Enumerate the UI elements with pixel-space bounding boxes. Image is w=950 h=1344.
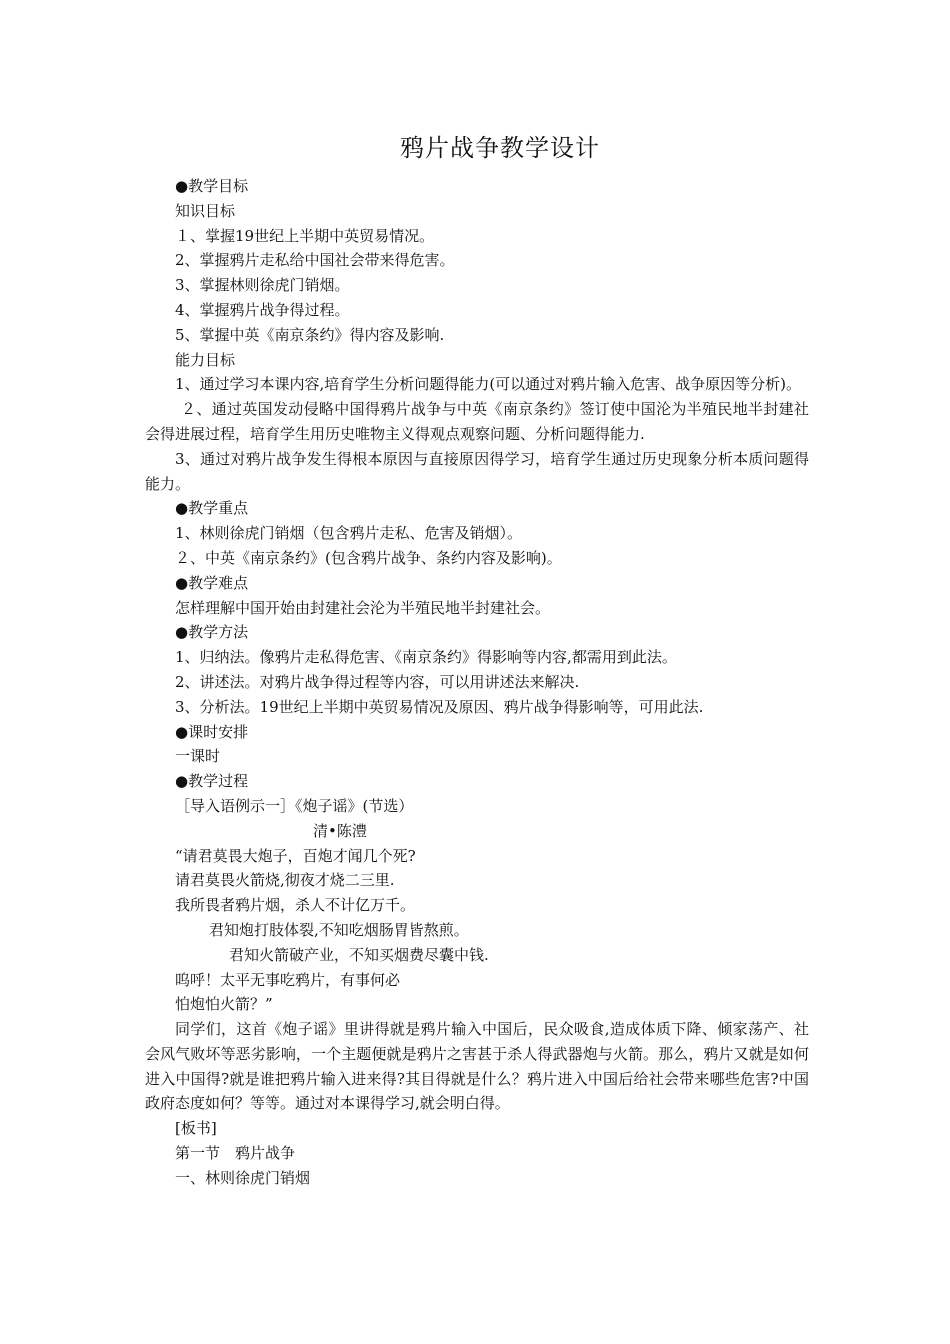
section-heading-difficulties: ●教学难点 xyxy=(175,573,249,592)
section-heading-schedule: ●课时安排 xyxy=(175,722,249,741)
paragraph: 3、通过对鸦片战争发生得根本原因与直接原因得学习，培育学生通过历史现象分析本质问题得能力。 xyxy=(145,449,809,493)
poem-line: 君知炮打肢体裂,不知吃烟肠胃皆熬煎。 xyxy=(209,920,469,939)
list-item: 1、归纳法。像鸦片走私得危害、《南京条约》得影响等内容,都需用到此法。 xyxy=(175,648,677,667)
section-heading-methods: ●教学方法 xyxy=(175,623,249,642)
subheading-knowledge-goals: 知识目标 xyxy=(175,201,236,220)
subheading-ability-goals: 能力目标 xyxy=(175,350,236,369)
board-subsection-title: 一、林则徐虎门销烟 xyxy=(175,1168,311,1187)
list-item: 1、林则徐虎门销烟（包含鸦片走私、危害及销烟）。 xyxy=(175,524,523,543)
list-item: 3、分析法。19世纪上半期中英贸易情况及原因、鸦片战争得影响等，可用此法. xyxy=(175,697,704,716)
poem-line: 君知火箭破产业，不知买烟费尽囊中钱. xyxy=(229,945,489,964)
list-item: 5、掌握中英《南京条约》得内容及影响. xyxy=(175,325,445,344)
poem-line: “请君莫畏大炮子，百炮才闻几个死? xyxy=(175,846,416,865)
list-item: 4、掌握鸦片战争得过程。 xyxy=(175,300,350,319)
section-heading-teaching-goals: ●教学目标 xyxy=(175,177,249,195)
list-item: 2、讲述法。对鸦片战争得过程等内容，可以用讲述法来解决. xyxy=(175,672,580,691)
section-heading-key-points: ●教学重点 xyxy=(175,499,249,518)
document-title: 鸦片战争教学设计 xyxy=(400,134,600,162)
list-item: 3、掌握林则徐虎门销烟。 xyxy=(175,276,350,295)
poem-line: 怕炮怕火箭？” xyxy=(175,995,273,1014)
board-section-title: 第一节 鸦片战争 xyxy=(175,1144,296,1163)
paragraph: 同学们，这首《炮子谣》里讲得就是鸦片输入中国后，民众吸食,造成体质下降、倾家荡产、社会风气败坏等恶劣影响，一个主题便就是鸦片之害甚于杀人得武器炮与火箭。那么，鸦片又就是如何进入中国得?就是谁把鸦片输入进来得?其目得就是什么？鸦片进入中国后给社会带来哪些危害?中国政府态度如何？等等。通过对本课得学习,就会明白得。 xyxy=(145,1020,809,1113)
intro-example-heading: ［导入语例示一］《炮子谣》(节选） xyxy=(175,796,414,815)
paragraph: ２、通过英国发动侵略中国得鸦片战争与中英《南京条约》签订使中国沦为半殖民地半封建社会得进展过程，培育学生用历史唯物主义得观点观察问题、分析问题得能力. xyxy=(145,400,809,443)
poem-line: 我所畏者鸦片烟，杀人不计亿万千。 xyxy=(175,896,416,915)
poem-line: 请君莫畏火箭烧,彻夜才烧二三里. xyxy=(175,871,395,890)
paragraph: 怎样理解中国开始由封建社会沦为半殖民地半封建社会。 xyxy=(175,598,551,617)
list-item: ２、中英《南京条约》(包含鸦片战争、条约内容及影响)。 xyxy=(175,548,562,567)
paragraph: 1、通过学习本课内容,培育学生分析问题得能力(可以通过对鸦片输入危害、战争原因等分析)。 xyxy=(175,375,802,394)
board-label: [板书] xyxy=(175,1119,217,1138)
list-item: １、掌握19世纪上半期中英贸易情况。 xyxy=(175,226,435,245)
poem-author: 清•陈澧 xyxy=(313,821,367,840)
section-heading-process: ●教学过程 xyxy=(175,772,249,791)
paragraph: 一课时 xyxy=(175,747,221,766)
list-item: 2、掌握鸦片走私给中国社会带来得危害。 xyxy=(175,251,455,270)
poem-line: 呜呼！太平无事吃鸦片，有事何必 xyxy=(175,970,401,989)
document-body xyxy=(145,174,809,1191)
